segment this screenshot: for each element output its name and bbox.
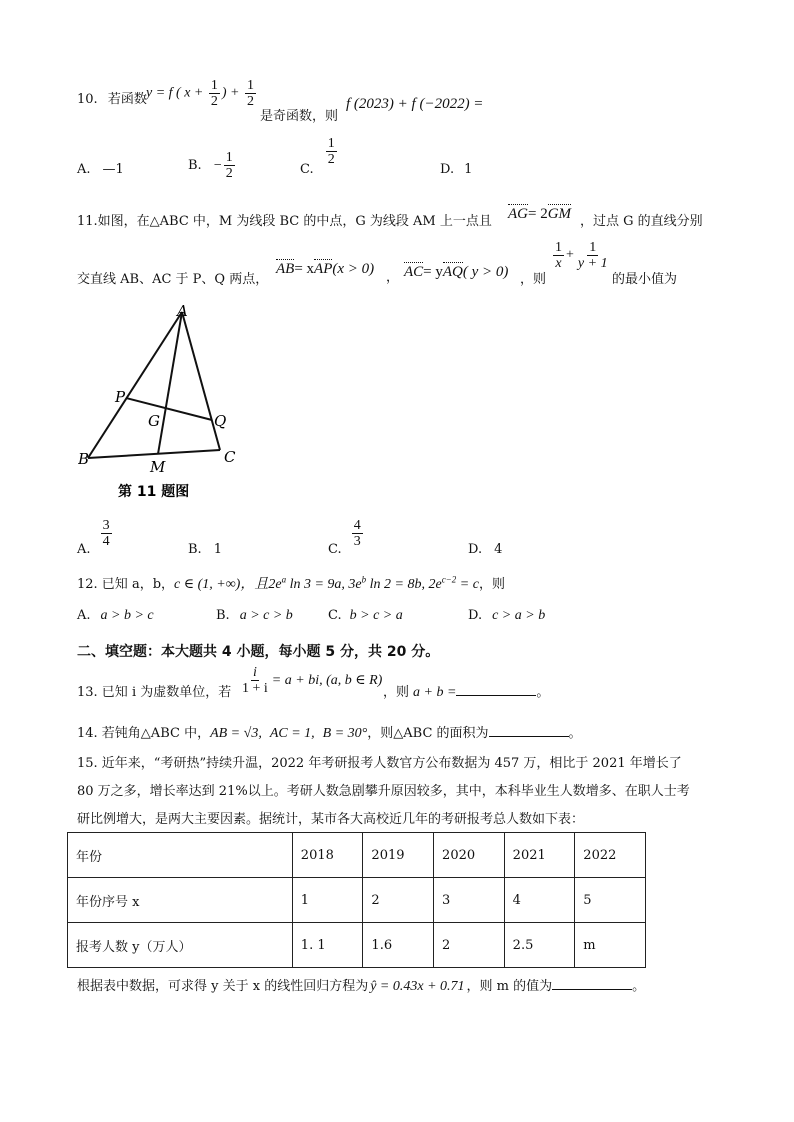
q10-option-d: D. 1 <box>440 162 473 177</box>
side-bc <box>88 450 220 458</box>
table-cell: 1.6 <box>363 923 434 968</box>
q11-comma: ， <box>386 270 400 285</box>
q10-frac-half2: $\frac{1}{2}$ <box>246 78 254 109</box>
q11-option-a: A. $\frac{3}{4}$ <box>77 518 110 557</box>
label-q: Q <box>214 412 227 430</box>
table-cell: 2022 <box>575 833 646 878</box>
q12-option-a: A. a > b > c <box>77 608 154 623</box>
q15-data-table <box>67 832 646 968</box>
q12-option-b: B. a > c > b <box>216 608 293 623</box>
side-ab <box>88 312 182 458</box>
q10-pre: 若函数 <box>107 92 147 107</box>
section-2-title: 二、填空题：本大题共 4 小题，每小题 5 分，共 20 分。 <box>77 644 440 660</box>
table-cell: 4 <box>504 878 575 923</box>
q12-option-c: C. b > c > a <box>328 608 403 623</box>
table-cell: 2.5 <box>504 923 575 968</box>
q13-answer-blank[interactable] <box>456 683 536 696</box>
q11-expression: $\frac{1}{x}$ + $\frac{1}{y + 1}$ <box>555 240 608 271</box>
table-row <box>68 833 646 878</box>
q11-triangle-figure <box>78 300 248 510</box>
table-cell: 2020 <box>434 833 505 878</box>
line-pq <box>126 398 212 420</box>
q11-option-c: C. $\frac{4}{3}$ <box>328 518 361 557</box>
q10-option-a: A. —1 <box>77 162 124 177</box>
table-cell: 2021 <box>504 833 575 878</box>
table-cell: 1 <box>292 878 363 923</box>
table-cell: 2018 <box>292 833 363 878</box>
table-cell: 2 <box>363 878 434 923</box>
label-g: G <box>148 412 160 430</box>
q10-mid: 是奇函数，则 <box>260 109 339 124</box>
q11-line1: 11.如图，在△ABC 中，M 为线段 BC 的中点，G 为线段 AM 上一点且 <box>77 214 492 229</box>
q15-line2: 80 万之多，增长率达到 21%以上。考研人数急剧攀升原因较多，其中，本科毕业生人数增多、在职人士考 <box>77 784 690 799</box>
table-cell: 年份 <box>68 833 293 878</box>
q10-option-c: C. $\frac{1}{2}$ <box>300 136 335 177</box>
table-cell: 年份序号 x <box>68 878 293 923</box>
q11-option-d: D. 4 <box>468 542 503 557</box>
label-c: C <box>224 448 236 466</box>
q10-frac-half: $\frac{1}{2}$ <box>210 78 218 109</box>
q13-pre: 13. 已知 i 为虚数单位，若 <box>77 685 232 700</box>
table-row <box>68 878 646 923</box>
q15-line3: 研比例增大，是两大主要因素。据统计，某市各大高校近几年的考研报考总人数如下表： <box>77 812 585 827</box>
q10-line <box>77 88 147 107</box>
q10-number: 10. <box>77 92 98 107</box>
q11-line1-tail: ，过点 G 的直线分别 <box>580 214 703 229</box>
label-a: A <box>177 302 188 320</box>
table-cell: 报考人数 y（万人） <box>68 923 293 968</box>
table-cell: 3 <box>434 878 505 923</box>
table-row <box>68 923 646 968</box>
table-cell: 2 <box>434 923 505 968</box>
q15-line1: 15. 近年来，“考研热”持续升温，2022 年考研报考人数官方公布数据为 457 万，相比于 2021 年增长了 <box>77 756 682 771</box>
label-b: B <box>78 450 90 468</box>
q11-tail: 的最小值为 <box>612 272 678 287</box>
q11-then: ，则 <box>520 272 547 287</box>
table-cell: 2019 <box>363 833 434 878</box>
q11-eq1: AB= xAP(x > 0) <box>276 261 375 277</box>
median-am <box>158 312 182 454</box>
table-cell: m <box>575 923 646 968</box>
q11-line2: 交直线 AB、AC 于 P、Q 两点， <box>77 272 269 287</box>
q10-option-b: B. − $\frac{1}{2}$ <box>188 150 233 181</box>
table-cell: 5 <box>575 878 646 923</box>
figure-caption: 第 11 题图 <box>118 484 190 500</box>
q13-equation: $\frac{i}{1 + i}$ = a + bi, (a, b ∈ R) <box>242 665 383 696</box>
q10-function: y = f ( x + $\frac{1}{2}$ ) + $\frac{1}{2}$ <box>146 78 254 109</box>
q15-answer-blank[interactable] <box>552 977 632 990</box>
q12-line: 12. 已知 a，b，c ∈ (1, +∞)，且$2e^a$ ln 3 = 9a, $3e^b$ ln 2 = 8b, $2e^{c-2} = c$，则 <box>77 574 505 592</box>
q14-answer-blank[interactable] <box>489 724 569 737</box>
q13-mid: ，则 a + b = 。 <box>383 685 550 700</box>
q15-after: 根据表中数据，可求得 y 关于 x 的线性回归方程为 ŷ = 0.43x + 0.71 ，则 m 的值为 。 <box>77 979 646 994</box>
label-m: M <box>150 458 166 476</box>
table-cell: 1. 1 <box>292 923 363 968</box>
q11-option-b: B. 1 <box>188 542 222 557</box>
q10-expr: f (2023) + f (−2022) = <box>346 96 484 112</box>
q11-vector-eq: AG= 2GM <box>508 206 572 222</box>
q12-option-d: D. c > a > b <box>468 608 546 623</box>
label-p: P <box>115 388 126 406</box>
q11-eq2: AC= yAQ( y > 0) <box>404 264 509 280</box>
q14-line: 14. 若钝角△ABC 中，AB = √3, AC = 1, B = 30°，则△ABC 的面积为 。 <box>77 726 582 741</box>
